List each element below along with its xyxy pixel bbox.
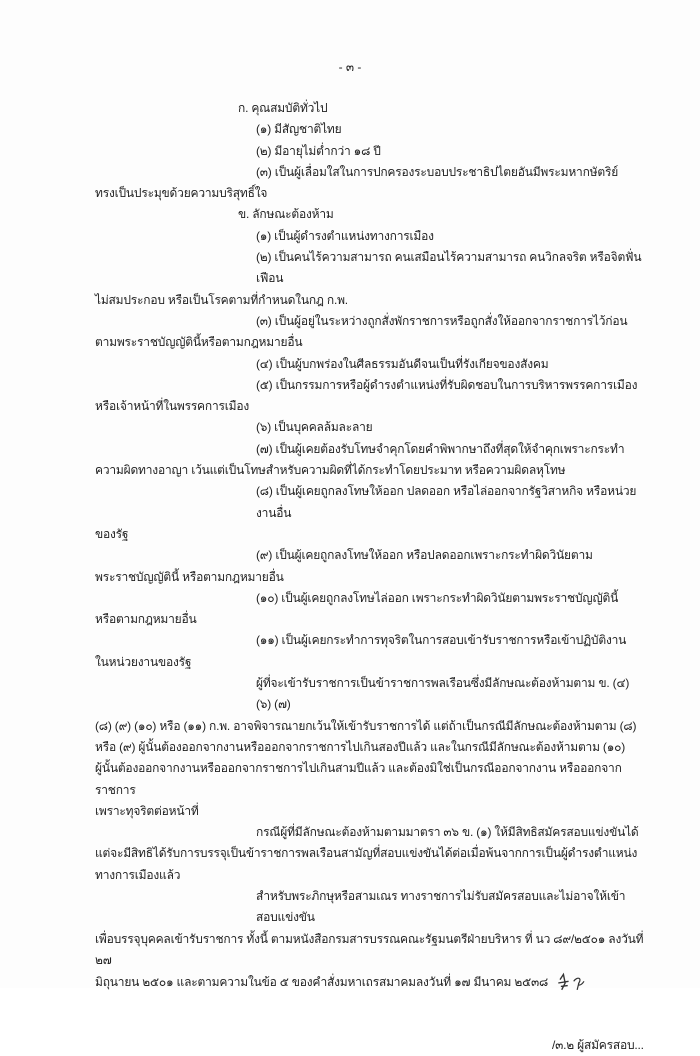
- prohibition-item: (๔) เป็นผู้บกพร่องในศีลธรรมอันดีจนเป็นที่รังเกียจของสังคม: [256, 356, 549, 371]
- page-number: - ๓ -: [338, 60, 362, 74]
- prohibition-item: (๗) เป็นผู้เคยต้องรับโทษจำคุกโดยคำพิพากษาถึงที่สุดให้จำคุกเพราะกระทำ: [256, 441, 625, 456]
- prohibition-item: (๖) เป็นบุคคลล้มละลาย: [256, 420, 373, 435]
- section-a-heading: ก. คุณสมบัติทั่วไป: [238, 101, 328, 115]
- monk-paragraph-last-line: [95, 971, 645, 995]
- prohibition-item-continued: ในหน่วยงานของรัฐ: [95, 654, 192, 669]
- prohibition-item-continued: หรือตามกฎหมายอื่น: [95, 612, 197, 627]
- section-b-heading: ข. ลักษณะต้องห้าม: [238, 207, 334, 222]
- exemption-paragraph-line: (๘) (๙) (๑๐) หรือ (๑๑) ก.พ. อาจพิจารณายกเว้นให้เข้ารับราชการได้ แต่ถ้าเป็นกรณีมีลักษณะต้องห้ามตาม (๘): [95, 718, 637, 733]
- prohibition-item-continued: หรือเจ้าหน้าที่ในพรรคการเมือง: [95, 399, 250, 414]
- qualification-item-continued: ทรงเป็นประมุขด้วยความบริสุทธิ์ใจ: [95, 186, 268, 201]
- handwritten-initials-icon: [552, 971, 592, 995]
- prohibition-item: (๑๐) เป็นผู้เคยถูกลงโทษไล่ออก เพราะกระทำผิดวินัยตามพระราชบัญญัตินี้: [256, 590, 619, 605]
- political-paragraph-line: ทางการเมืองแล้ว: [95, 867, 181, 882]
- prohibition-item-continued: ของรัฐ: [95, 526, 129, 541]
- monk-paragraph-line: มิถุนายน ๒๕๐๑ และตามความในข้อ ๕ ของคำสั่งมหาเถรสมาคมลงวันที่ ๑๗ มีนาคม ๒๕๓๘: [95, 975, 549, 990]
- prohibition-item: (๑) เป็นผู้ดำรงตำแหน่งทางการเมือง: [256, 228, 434, 243]
- monk-paragraph-line: เพื่อบรรจุบุคคลเข้ารับราชการ ทั้งนี้ ตามหนังสือกรมสารบรรณคณะรัฐมนตรีฝ่ายบริหาร ที่ นว ๘๙/๒๕๐๑ ลงวันที่ ๒๗: [95, 931, 644, 967]
- qualification-item: (๑) มีสัญชาติไทย: [256, 122, 342, 137]
- political-paragraph-line: กรณีผู้ที่มีลักษณะต้องห้ามตามมาตรา ๓๖ ข. (๑) ให้มีสิทธิสมัครสอบแข่งขันได้: [256, 825, 639, 840]
- prohibition-item: (๘) เป็นผู้เคยถูกลงโทษให้ออก ปลดออก หรือไล่ออกจากรัฐวิสาหกิจ หรือหน่วยงานอื่น: [256, 484, 637, 520]
- exemption-paragraph-line: เพราะทุจริตต่อหน้าที่: [95, 803, 199, 818]
- prohibition-item-continued: ตามพระราชบัญญัตินี้หรือตามกฎหมายอื่น: [95, 335, 303, 350]
- prohibition-item: (๕) เป็นกรรมการหรือผู้ดำรงตำแหน่งที่รับผิดชอบในการบริหารพรรคการเมือง: [256, 377, 638, 392]
- qualification-item: (๒) มีอายุไม่ต่ำกว่า ๑๘ ปี: [256, 143, 381, 158]
- prohibition-item: (๒) เป็นคนไร้ความสามารถ คนเสมือนไร้ความสามารถ คนวิกลจริต หรือจิตฟั่นเฟือน: [256, 250, 642, 286]
- exemption-paragraph-line: ผู้นั้นต้องออกจากงานหรือออกจากราชการไปเกินสามปีแล้ว และต้องมิใช่เป็นกรณีออกจากงาน หรือออกจากราชการ: [95, 761, 622, 797]
- prohibition-item-continued: ความผิดทางอาญา เว้นแต่เป็นโทษสำหรับความผิดที่ได้กระทำโดยประมาท หรือความผิดลหุโทษ: [95, 463, 566, 478]
- qualification-item: (๓) เป็นผู้เลื่อมใสในการปกครองระบอบประชาธิปไตยอันมีพระมหากษัตริย์: [256, 164, 619, 179]
- monk-paragraph-line: สำหรับพระภิกษุหรือสามเณร ทางราชการไม่รับสมัครสอบและไม่อาจให้เข้าสอบแข่งขัน: [256, 888, 626, 925]
- political-paragraph-line: แต่จะมีสิทธิได้รับการบรรจุเป็นข้าราชการพลเรือนสามัญที่สอบแข่งขันได้ต่อเมื่อพ้นจากการเป็นผู้ดำรงตำแหน่ง: [95, 846, 638, 861]
- prohibition-item-continued: ไม่สมประกอบ หรือเป็นโรคตามที่กำหนดในกฎ ก.พ.: [95, 292, 348, 307]
- prohibition-item: (๓) เป็นผู้อยู่ในระหว่างถูกสั่งพักราชการหรือถูกสั่งให้ออกจากราชการไว้ก่อน: [256, 313, 628, 328]
- exemption-paragraph-line: หรือ (๙) ผู้นั้นต้องออกจากงานหรือออกจากราชการไปเกินสองปีแล้ว และในกรณีมีลักษณะต้องห้ามตาม (๑๐): [95, 739, 626, 754]
- continuation-marker: /๓.๒ ผู้สมัครสอบ...: [552, 1038, 644, 1053]
- document-body: [95, 98, 645, 1056]
- prohibition-item-continued: พระราชบัญญัตินี้ หรือตามกฎหมายอื่น: [95, 569, 284, 584]
- prohibition-item: (๑๑) เป็นผู้เคยกระทำการทุจริตในการสอบเข้ารับราชการหรือเข้าปฏิบัติงาน: [256, 633, 627, 648]
- prohibition-item: (๙) เป็นผู้เคยถูกลงโทษให้ออก หรือปลดออกเพราะกระทำผิดวินัยตาม: [256, 548, 593, 563]
- exemption-paragraph-line: ผู้ที่จะเข้ารับราชการเป็นข้าราชการพลเรือนซึ่งมีลักษณะต้องห้ามตาม ข. (๔) (๖) (๗): [256, 676, 630, 712]
